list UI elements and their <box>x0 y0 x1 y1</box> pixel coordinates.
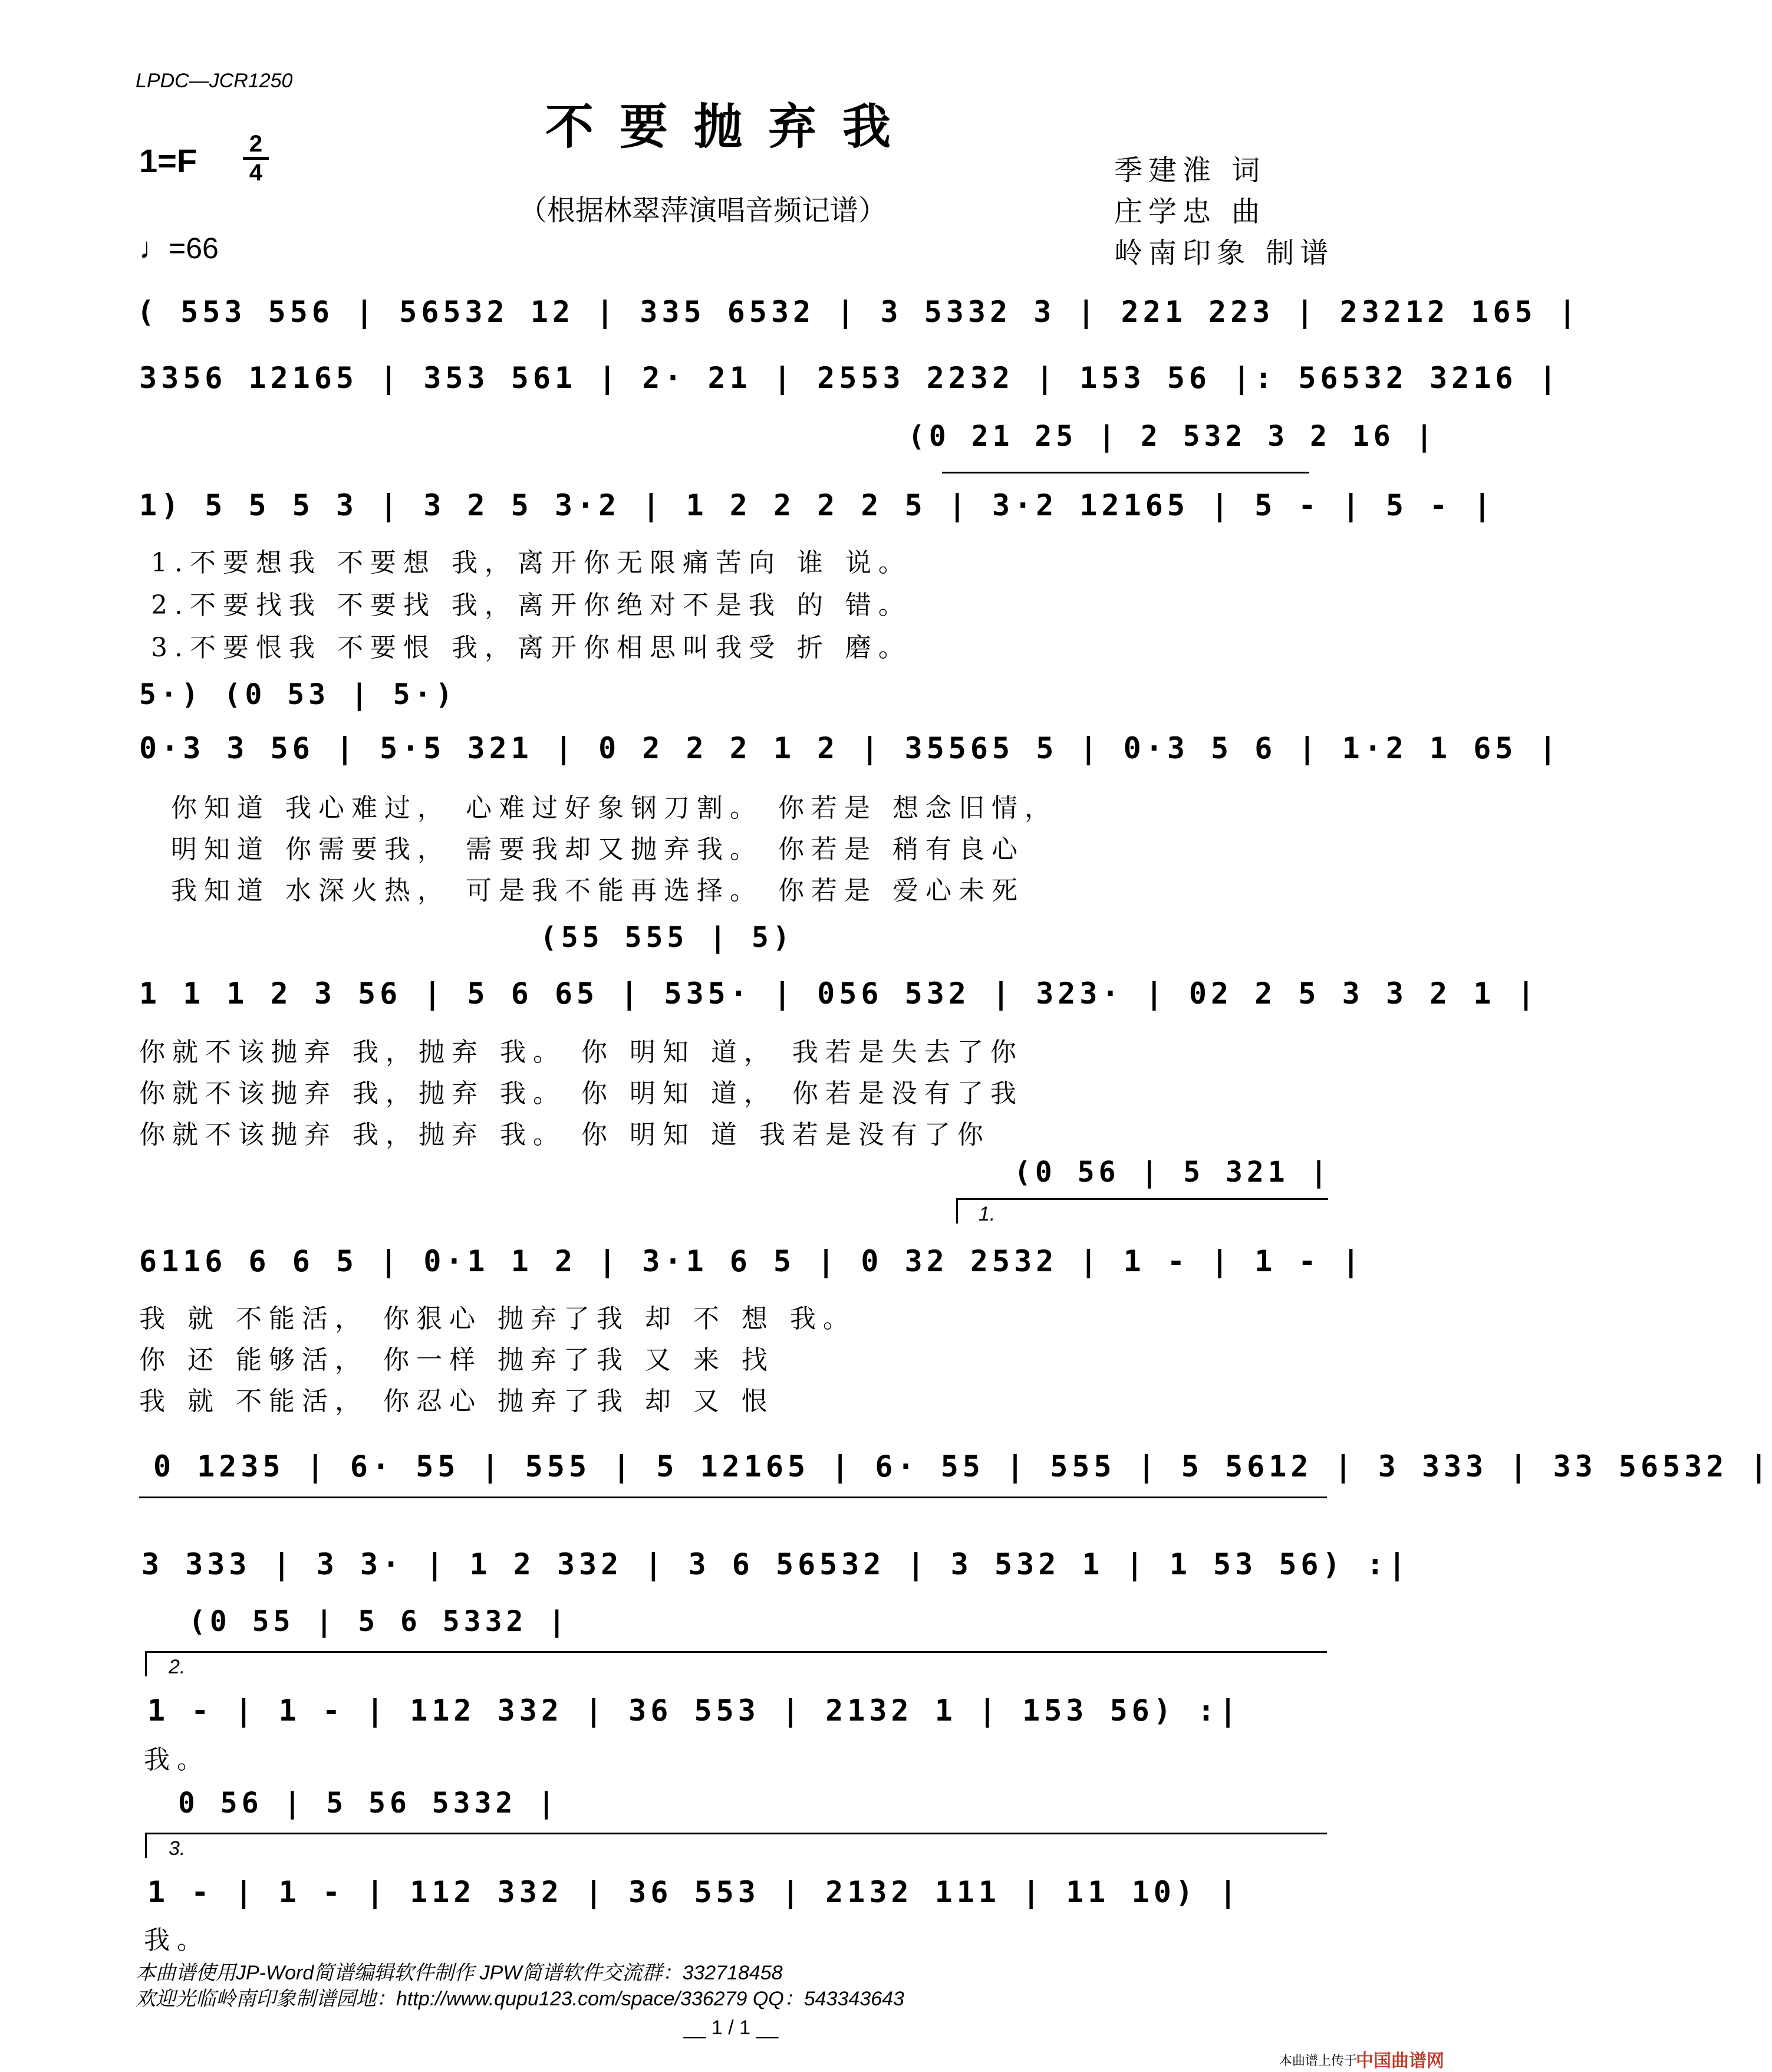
lyric-verse2-b: 明知道 你需要我， 需要我却又抛弃我。 你若是 稍有良心 <box>171 834 1025 864</box>
composer-credit: 庄学忠 曲 <box>1114 195 1266 228</box>
page-number: __ 1 / 1 __ <box>683 2017 779 2039</box>
score-line-5-intro: (55 555 | 5) <box>540 921 794 954</box>
lyric-verse3-b: 我知道 水深火热， 可是我不能再选择。 你若是 爱心未死 <box>171 876 1025 906</box>
score-line-6: 6116 6 6 5 | 0·1 1 2 | 3·1 6 5 | 0 32 2532 | 1 - | 1 - | <box>139 1244 1364 1278</box>
score-line-7: 0 1235 | 6· 55 | 555 | 5 12165 | 6· 55 | 555 | 5 5612 | 3 333 | 33 56532 | <box>153 1449 1772 1484</box>
lyric-verse2-c: 你就不该抛弃 我，抛弃 我。 你 明知 道， 你若是没有了我 <box>139 1078 1023 1109</box>
score-line-9-intro: (0 55 | 5 6 5332 | <box>189 1605 570 1638</box>
lyric-verse3-d: 我 就 不能活， 你忍心 抛弃了我 却 又 恨 <box>139 1386 775 1416</box>
lyric-verse1-d: 我 就 不能活， 你狠心 抛弃了我 却 不 想 我。 <box>139 1304 856 1334</box>
volta-first-label: 1. <box>979 1203 996 1225</box>
subtitle: （根据林翠萍演唱音频记谱） <box>519 194 887 227</box>
time-signature-top: 2 <box>249 131 263 157</box>
site-logo: 中国曲谱网 <box>1356 2051 1444 2071</box>
lyric-verse3-a: 3.不要恨我 不要恨 我，离开你相思叫我受 折 磨。 <box>151 633 911 663</box>
upload-note: 本曲谱上传于 <box>1279 2053 1358 2068</box>
key-signature: 1=F <box>139 142 197 179</box>
score-line-4: 0·3 3 56 | 5·5 321 | 0 2 2 2 1 2 | 35565 5 | 0·3 5 6 | 1·2 1 65 | <box>139 731 1561 765</box>
lyric-ending-3: 我。 <box>144 1925 210 1955</box>
score-code: LPDC—JCR1250 <box>136 70 293 92</box>
lyric-verse1-a: 1.不要想我 不要想 我，离开你无限痛苦向 谁 说。 <box>151 548 911 578</box>
volta-third-label: 3. <box>169 1837 186 1860</box>
score-line-5: 1 1 1 2 3 56 | 5 6 65 | 535· | 056 532 | 323· | 02 2 5 3 3 2 1 | <box>139 976 1539 1011</box>
song-title: 不要抛弃我 <box>545 98 917 155</box>
footer-software-note: 本曲谱使用JP-Word简谱编辑软件制作 JPW简谱软件交流群：332718458 <box>136 1962 783 1984</box>
lyric-verse1-b: 你知道 我心难过， 心难过好象钢刀割。 你若是 想念旧情， <box>171 793 1058 823</box>
footer-website-note: 欢迎光临岭南印象制谱园地：http://www.qupu123.com/space/336279 QQ：543343643 <box>136 1988 904 2010</box>
time-signature <box>243 132 269 185</box>
score-line-8: 3 333 | 3 3· | 1 2 332 | 3 6 56532 | 3 532 1 | 1 53 56) :| <box>141 1547 1410 1581</box>
lyric-verse3-c: 你就不该抛弃 我，抛弃 我。 你 明知 道 我若是没有了你 <box>139 1120 990 1150</box>
score-line-10: 1 - | 1 - | 112 332 | 36 553 | 2132 111 | 11 10) | <box>147 1875 1241 1909</box>
score-line-2: 3356 12165 | 353 561 | 2· 21 | 2553 2232 | 153 56 |: 56532 3216 | <box>139 361 1561 395</box>
score-line-3: 1) 5 5 5 3 | 3 2 5 3·2 | 1 2 2 2 2 5 | 3·2 12165 | 5 - | 5 - | <box>139 488 1496 522</box>
score-line-6-intro: (0 56 | 5 321 | <box>1014 1156 1332 1189</box>
lyric-verse2-a: 2.不要找我 不要找 我，离开你绝对不是我 的 错。 <box>151 590 911 620</box>
score-line-9: 1 - | 1 - | 112 332 | 36 553 | 2132 1 | 153 56) :| <box>147 1693 1241 1728</box>
volta-second-label: 2. <box>169 1656 186 1678</box>
arranger-credit: 岭南印象 制谱 <box>1114 236 1335 269</box>
lyric-verse1-c: 你就不该抛弃 我，抛弃 我。 你 明知 道， 我若是失去了你 <box>139 1037 1023 1067</box>
score-line-3-intro: (0 21 25 | 2 532 3 2 16 | <box>908 420 1437 453</box>
tempo-marking: ♩=66 <box>139 232 219 265</box>
score-line-4-intro: 5·) (0 53 | 5·) <box>139 678 457 711</box>
time-signature-bottom: 4 <box>249 160 263 186</box>
score-line-1: ( 553 556 | 56532 12 | 335 6532 | 3 5332 3 | 221 223 | 23212 165 | <box>137 295 1580 329</box>
lyric-verse2-d: 你 还 能够活， 你一样 抛弃了我 又 来 找 <box>139 1345 775 1375</box>
lyricist-credit: 季建淮 词 <box>1114 154 1266 187</box>
lyric-ending-2: 我。 <box>144 1745 210 1775</box>
score-line-10-intro: 0 56 | 5 56 5332 | <box>178 1787 559 1820</box>
